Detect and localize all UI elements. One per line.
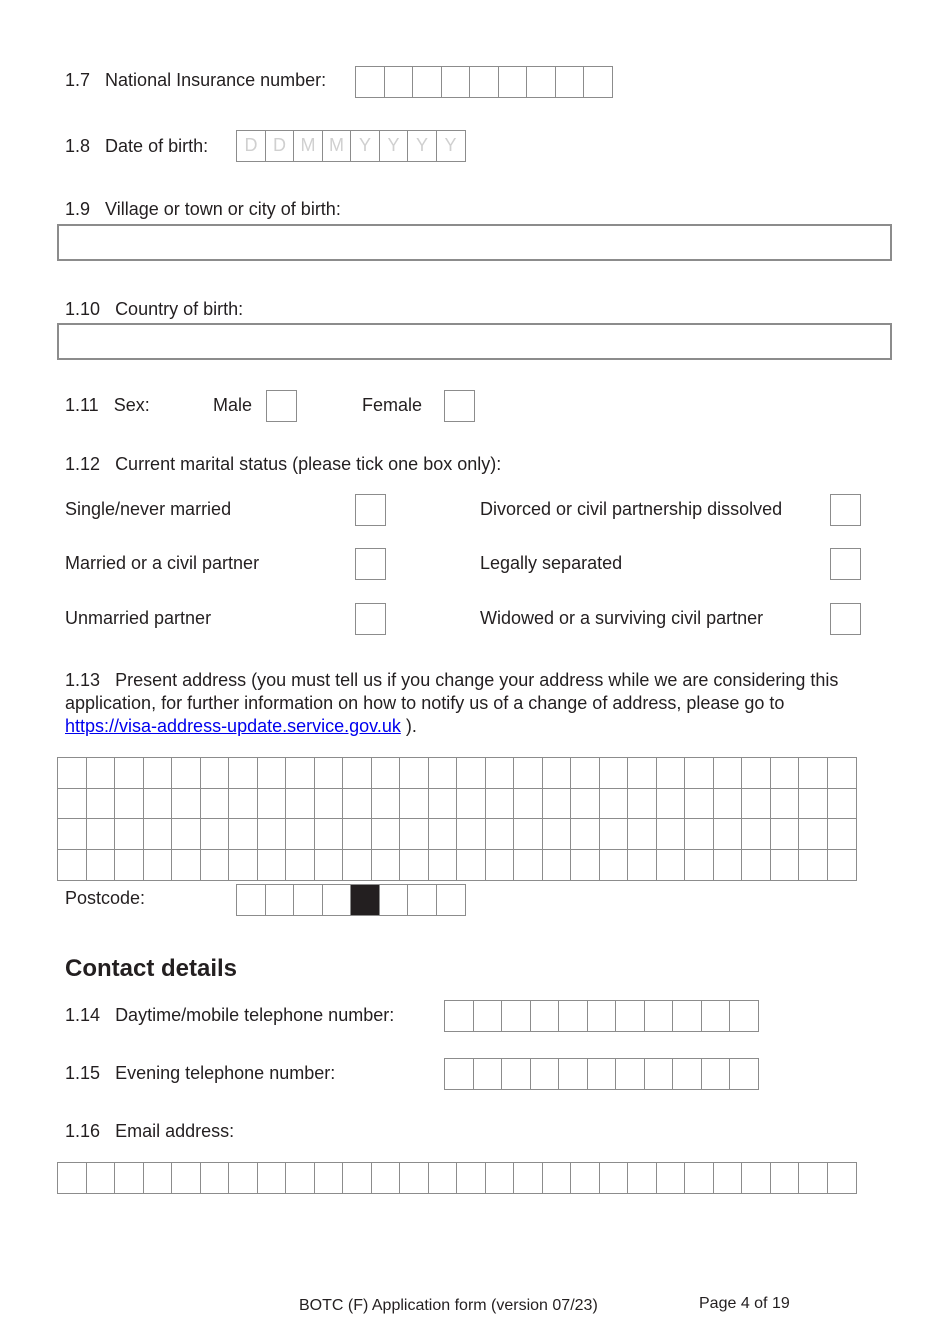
address-char-box[interactable]: [200, 849, 230, 881]
address-char-box[interactable]: [741, 849, 771, 881]
email-char-box[interactable]: [171, 1162, 201, 1194]
address-char-box[interactable]: [228, 788, 258, 820]
address-char-box[interactable]: [485, 849, 515, 881]
address-row[interactable]: [57, 849, 855, 881]
daytime-phone-char-box[interactable]: [473, 1000, 503, 1032]
dob-char-box[interactable]: Y: [407, 130, 437, 162]
evening-phone-char-box[interactable]: [672, 1058, 702, 1090]
ni-number-label: 1.7 National Insurance number:: [65, 70, 327, 90]
marital-option-label: Unmarried partner: [65, 608, 212, 628]
email-char-box[interactable]: [285, 1162, 315, 1194]
email-char-box[interactable]: [456, 1162, 486, 1194]
address-char-box[interactable]: [143, 849, 173, 881]
address-char-box[interactable]: [86, 818, 116, 850]
email-boxes[interactable]: [57, 1162, 855, 1194]
address-char-box[interactable]: [827, 818, 857, 850]
dob-char-box[interactable]: M: [293, 130, 323, 162]
address-char-box[interactable]: [143, 788, 173, 820]
email-char-box[interactable]: [741, 1162, 771, 1194]
evening-phone-char-box[interactable]: [644, 1058, 674, 1090]
address-char-box[interactable]: [570, 757, 600, 789]
address-char-box[interactable]: [542, 788, 572, 820]
address-char-box[interactable]: [314, 849, 344, 881]
email-char-box[interactable]: [399, 1162, 429, 1194]
address-char-box[interactable]: [627, 849, 657, 881]
address-char-box[interactable]: [371, 849, 401, 881]
ni-char-box[interactable]: [384, 66, 414, 98]
evening-phone-char-box[interactable]: [615, 1058, 645, 1090]
address-char-box[interactable]: [713, 788, 743, 820]
address-char-box[interactable]: [656, 849, 686, 881]
email-label: 1.16 Email address:: [65, 1121, 235, 1141]
daytime-phone-char-box[interactable]: [444, 1000, 474, 1032]
address-char-box[interactable]: [143, 757, 173, 789]
address-update-link[interactable]: https://visa-address-update.service.gov.uk: [65, 716, 401, 736]
sex-female-checkbox[interactable]: [444, 390, 475, 422]
evening-phone-char-box[interactable]: [587, 1058, 617, 1090]
ni-char-box[interactable]: [355, 66, 385, 98]
footer-form-name: BOTC (F) Application form (version 07/23): [299, 1297, 598, 1314]
address-char-box[interactable]: [770, 788, 800, 820]
address-char-box[interactable]: [342, 788, 372, 820]
address-char-box[interactable]: [428, 788, 458, 820]
marital-divorced-checkbox[interactable]: [830, 494, 861, 526]
email-char-box[interactable]: [485, 1162, 515, 1194]
address-char-box[interactable]: [485, 818, 515, 850]
address-char-box[interactable]: [200, 757, 230, 789]
email-char-box[interactable]: [770, 1162, 800, 1194]
address-char-box[interactable]: [599, 757, 629, 789]
marital-option-label: Divorced or civil partnership dissolved: [480, 499, 783, 519]
dob-boxes[interactable]: [236, 130, 464, 162]
address-char-box[interactable]: [86, 849, 116, 881]
address-char-box[interactable]: [656, 788, 686, 820]
address-grid[interactable]: [57, 757, 855, 879]
address-char-box[interactable]: [684, 818, 714, 850]
address-char-box[interactable]: [314, 788, 344, 820]
email-char-box[interactable]: [798, 1162, 828, 1194]
address-char-box[interactable]: [114, 788, 144, 820]
address-char-box[interactable]: [285, 818, 315, 850]
address-row[interactable]: [57, 818, 855, 850]
address-char-box[interactable]: [428, 818, 458, 850]
address-char-box[interactable]: [570, 788, 600, 820]
address-char-box[interactable]: [114, 757, 144, 789]
daytime-phone-char-box[interactable]: [701, 1000, 731, 1032]
address-char-box[interactable]: [570, 849, 600, 881]
email-char-box[interactable]: [542, 1162, 572, 1194]
email-char-box[interactable]: [342, 1162, 372, 1194]
address-instructions: 1.13 Present address (you must tell us if you change your address while we are considering this application, for further information on how to notify us of a change of address, please go to https://visa-address-update.service.gov.uk ).: [65, 670, 839, 736]
address-char-box[interactable]: [257, 757, 287, 789]
dob-char-box[interactable]: Y: [350, 130, 380, 162]
evening-phone-char-box[interactable]: [729, 1058, 759, 1090]
postcode-char-box[interactable]: [407, 884, 437, 916]
address-char-box[interactable]: [599, 818, 629, 850]
address-char-box[interactable]: [171, 757, 201, 789]
address-char-box[interactable]: [513, 849, 543, 881]
email-char-box[interactable]: [314, 1162, 344, 1194]
dob-char-box[interactable]: D: [236, 130, 266, 162]
evening-phone-char-box[interactable]: [501, 1058, 531, 1090]
postcode-char-box[interactable]: [379, 884, 409, 916]
address-char-box[interactable]: [371, 818, 401, 850]
daytime-phone-char-box[interactable]: [501, 1000, 531, 1032]
daytime-phone-char-box[interactable]: [644, 1000, 674, 1032]
email-char-box[interactable]: [228, 1162, 258, 1194]
postcode-label: Postcode:: [65, 888, 146, 908]
sex-female-label: Female: [362, 395, 423, 415]
daytime-phone-char-box[interactable]: [558, 1000, 588, 1032]
address-char-box[interactable]: [798, 788, 828, 820]
address-char-box[interactable]: [741, 788, 771, 820]
address-char-box[interactable]: [456, 788, 486, 820]
address-char-box[interactable]: [371, 788, 401, 820]
email-char-box[interactable]: [86, 1162, 116, 1194]
email-char-box[interactable]: [570, 1162, 600, 1194]
daytime-phone-char-box[interactable]: [729, 1000, 759, 1032]
address-char-box[interactable]: [285, 757, 315, 789]
address-char-box[interactable]: [86, 757, 116, 789]
address-char-box[interactable]: [513, 788, 543, 820]
address-char-box[interactable]: [770, 757, 800, 789]
address-char-box[interactable]: [285, 788, 315, 820]
address-char-box[interactable]: [314, 757, 344, 789]
address-char-box[interactable]: [456, 757, 486, 789]
address-char-box[interactable]: [827, 788, 857, 820]
ni-char-box[interactable]: [583, 66, 613, 98]
address-char-box[interactable]: [770, 818, 800, 850]
address-char-box[interactable]: [627, 788, 657, 820]
address-char-box[interactable]: [627, 757, 657, 789]
birth-country-field[interactable]: [57, 323, 892, 360]
ni-char-box[interactable]: [412, 66, 442, 98]
email-char-box[interactable]: [143, 1162, 173, 1194]
address-char-box[interactable]: [228, 849, 258, 881]
address-char-box[interactable]: [684, 788, 714, 820]
evening-phone-char-box[interactable]: [444, 1058, 474, 1090]
footer-page-number: Page 4 of 19: [699, 1295, 790, 1312]
marital-separated-checkbox[interactable]: [830, 548, 861, 580]
marital-unmarried-checkbox[interactable]: [355, 603, 386, 635]
postcode-char-box[interactable]: [236, 884, 266, 916]
address-char-box[interactable]: [399, 788, 429, 820]
address-char-box[interactable]: [513, 818, 543, 850]
address-char-box[interactable]: [827, 757, 857, 789]
address-char-box[interactable]: [656, 757, 686, 789]
daytime-phone-char-box[interactable]: [530, 1000, 560, 1032]
birth-country-label: 1.10 Country of birth:: [65, 299, 244, 319]
address-char-box[interactable]: [257, 818, 287, 850]
postcode-char-box[interactable]: [350, 884, 380, 916]
address-char-box[interactable]: [171, 849, 201, 881]
address-char-box[interactable]: [627, 818, 657, 850]
evening-phone-char-box[interactable]: [530, 1058, 560, 1090]
dob-label: 1.8 Date of birth:: [65, 136, 209, 156]
address-char-box[interactable]: [57, 849, 87, 881]
postcode-char-box[interactable]: [322, 884, 352, 916]
email-char-box[interactable]: [57, 1162, 87, 1194]
daytime-phone-label: 1.14 Daytime/mobile telephone number:: [65, 1005, 395, 1025]
ni-char-box[interactable]: [441, 66, 471, 98]
email-char-box[interactable]: [827, 1162, 857, 1194]
email-char-box[interactable]: [114, 1162, 144, 1194]
address-char-box[interactable]: [741, 818, 771, 850]
address-char-box[interactable]: [798, 849, 828, 881]
marital-married-checkbox[interactable]: [355, 548, 386, 580]
marital-option-label: Single/never married: [65, 499, 232, 519]
marital-option-label: Married or a civil partner: [65, 553, 260, 573]
marital-widowed-checkbox[interactable]: [830, 603, 861, 635]
marital-option-label: Legally separated: [480, 553, 623, 573]
address-char-box[interactable]: [456, 818, 486, 850]
address-char-box[interactable]: [257, 788, 287, 820]
birth-town-label: 1.9 Village or town or city of birth:: [65, 199, 341, 219]
address-char-box[interactable]: [428, 849, 458, 881]
address-char-box[interactable]: [114, 818, 144, 850]
evening-phone-char-box[interactable]: [701, 1058, 731, 1090]
dob-char-box[interactable]: D: [265, 130, 295, 162]
address-char-box[interactable]: [86, 788, 116, 820]
birth-town-field[interactable]: [57, 224, 892, 261]
daytime-phone-char-box[interactable]: [672, 1000, 702, 1032]
marital-option-label: Widowed or a surviving civil partner: [480, 608, 764, 628]
address-char-box[interactable]: [342, 757, 372, 789]
address-char-box[interactable]: [171, 788, 201, 820]
address-char-box[interactable]: [827, 849, 857, 881]
address-char-box[interactable]: [798, 757, 828, 789]
ni-char-box[interactable]: [526, 66, 556, 98]
email-char-box[interactable]: [713, 1162, 743, 1194]
address-char-box[interactable]: [143, 818, 173, 850]
address-char-box[interactable]: [200, 818, 230, 850]
address-char-box[interactable]: [656, 818, 686, 850]
address-char-box[interactable]: [399, 849, 429, 881]
address-char-box[interactable]: [285, 849, 315, 881]
email-char-box[interactable]: [599, 1162, 629, 1194]
address-char-box[interactable]: [770, 849, 800, 881]
evening-phone-boxes[interactable]: [444, 1058, 758, 1090]
evening-phone-char-box[interactable]: [473, 1058, 503, 1090]
address-char-box[interactable]: [257, 849, 287, 881]
address-char-box[interactable]: [428, 757, 458, 789]
postcode-char-box[interactable]: [293, 884, 323, 916]
address-char-box[interactable]: [228, 818, 258, 850]
daytime-phone-boxes[interactable]: [444, 1000, 758, 1032]
address-char-box[interactable]: [57, 757, 87, 789]
email-char-box[interactable]: [513, 1162, 543, 1194]
address-char-box[interactable]: [200, 788, 230, 820]
email-char-box[interactable]: [257, 1162, 287, 1194]
email-char-box[interactable]: [627, 1162, 657, 1194]
address-char-box[interactable]: [57, 788, 87, 820]
address-char-box[interactable]: [314, 818, 344, 850]
address-char-box[interactable]: [57, 818, 87, 850]
dob-char-box[interactable]: Y: [379, 130, 409, 162]
email-char-box[interactable]: [684, 1162, 714, 1194]
address-char-box[interactable]: [485, 757, 515, 789]
daytime-phone-char-box[interactable]: [615, 1000, 645, 1032]
address-row[interactable]: [57, 757, 855, 789]
address-char-box[interactable]: [741, 757, 771, 789]
dob-char-box[interactable]: M: [322, 130, 352, 162]
sex-male-checkbox[interactable]: [266, 390, 297, 422]
sex-male-label: Male: [213, 395, 253, 415]
address-char-box[interactable]: [713, 849, 743, 881]
address-char-box[interactable]: [371, 757, 401, 789]
postcode-boxes[interactable]: [236, 884, 464, 916]
section-heading: Contact details: [65, 955, 238, 982]
address-row[interactable]: [57, 788, 855, 820]
email-char-box[interactable]: [428, 1162, 458, 1194]
address-char-box[interactable]: [228, 757, 258, 789]
ni-char-box[interactable]: [555, 66, 585, 98]
dob-char-box[interactable]: Y: [436, 130, 466, 162]
email-char-box[interactable]: [656, 1162, 686, 1194]
address-char-box[interactable]: [542, 757, 572, 789]
ni-number-boxes[interactable]: [355, 66, 612, 98]
address-char-box[interactable]: [570, 818, 600, 850]
marital-status-label: 1.12 Current marital status (please tick one box only):: [65, 454, 502, 474]
address-char-box[interactable]: [171, 818, 201, 850]
marital-single-checkbox[interactable]: [355, 494, 386, 526]
address-char-box[interactable]: [798, 818, 828, 850]
evening-phone-label: 1.15 Evening telephone number:: [65, 1063, 336, 1083]
evening-phone-char-box[interactable]: [558, 1058, 588, 1090]
address-char-box[interactable]: [485, 788, 515, 820]
address-char-box[interactable]: [456, 849, 486, 881]
daytime-phone-char-box[interactable]: [587, 1000, 617, 1032]
address-char-box[interactable]: [684, 849, 714, 881]
email-char-box[interactable]: [200, 1162, 230, 1194]
ni-char-box[interactable]: [498, 66, 528, 98]
ni-char-box[interactable]: [469, 66, 499, 98]
address-char-box[interactable]: [342, 818, 372, 850]
address-char-box[interactable]: [114, 849, 144, 881]
email-char-box[interactable]: [371, 1162, 401, 1194]
address-char-box[interactable]: [684, 757, 714, 789]
address-char-box[interactable]: [399, 818, 429, 850]
address-char-box[interactable]: [399, 757, 429, 789]
address-char-box[interactable]: [542, 849, 572, 881]
address-char-box[interactable]: [713, 818, 743, 850]
address-char-box[interactable]: [542, 818, 572, 850]
address-char-box[interactable]: [342, 849, 372, 881]
postcode-char-box[interactable]: [265, 884, 295, 916]
address-char-box[interactable]: [599, 849, 629, 881]
sex-label: 1.11 Sex:: [65, 395, 150, 415]
postcode-char-box[interactable]: [436, 884, 466, 916]
address-char-box[interactable]: [599, 788, 629, 820]
address-char-box[interactable]: [713, 757, 743, 789]
address-char-box[interactable]: [513, 757, 543, 789]
